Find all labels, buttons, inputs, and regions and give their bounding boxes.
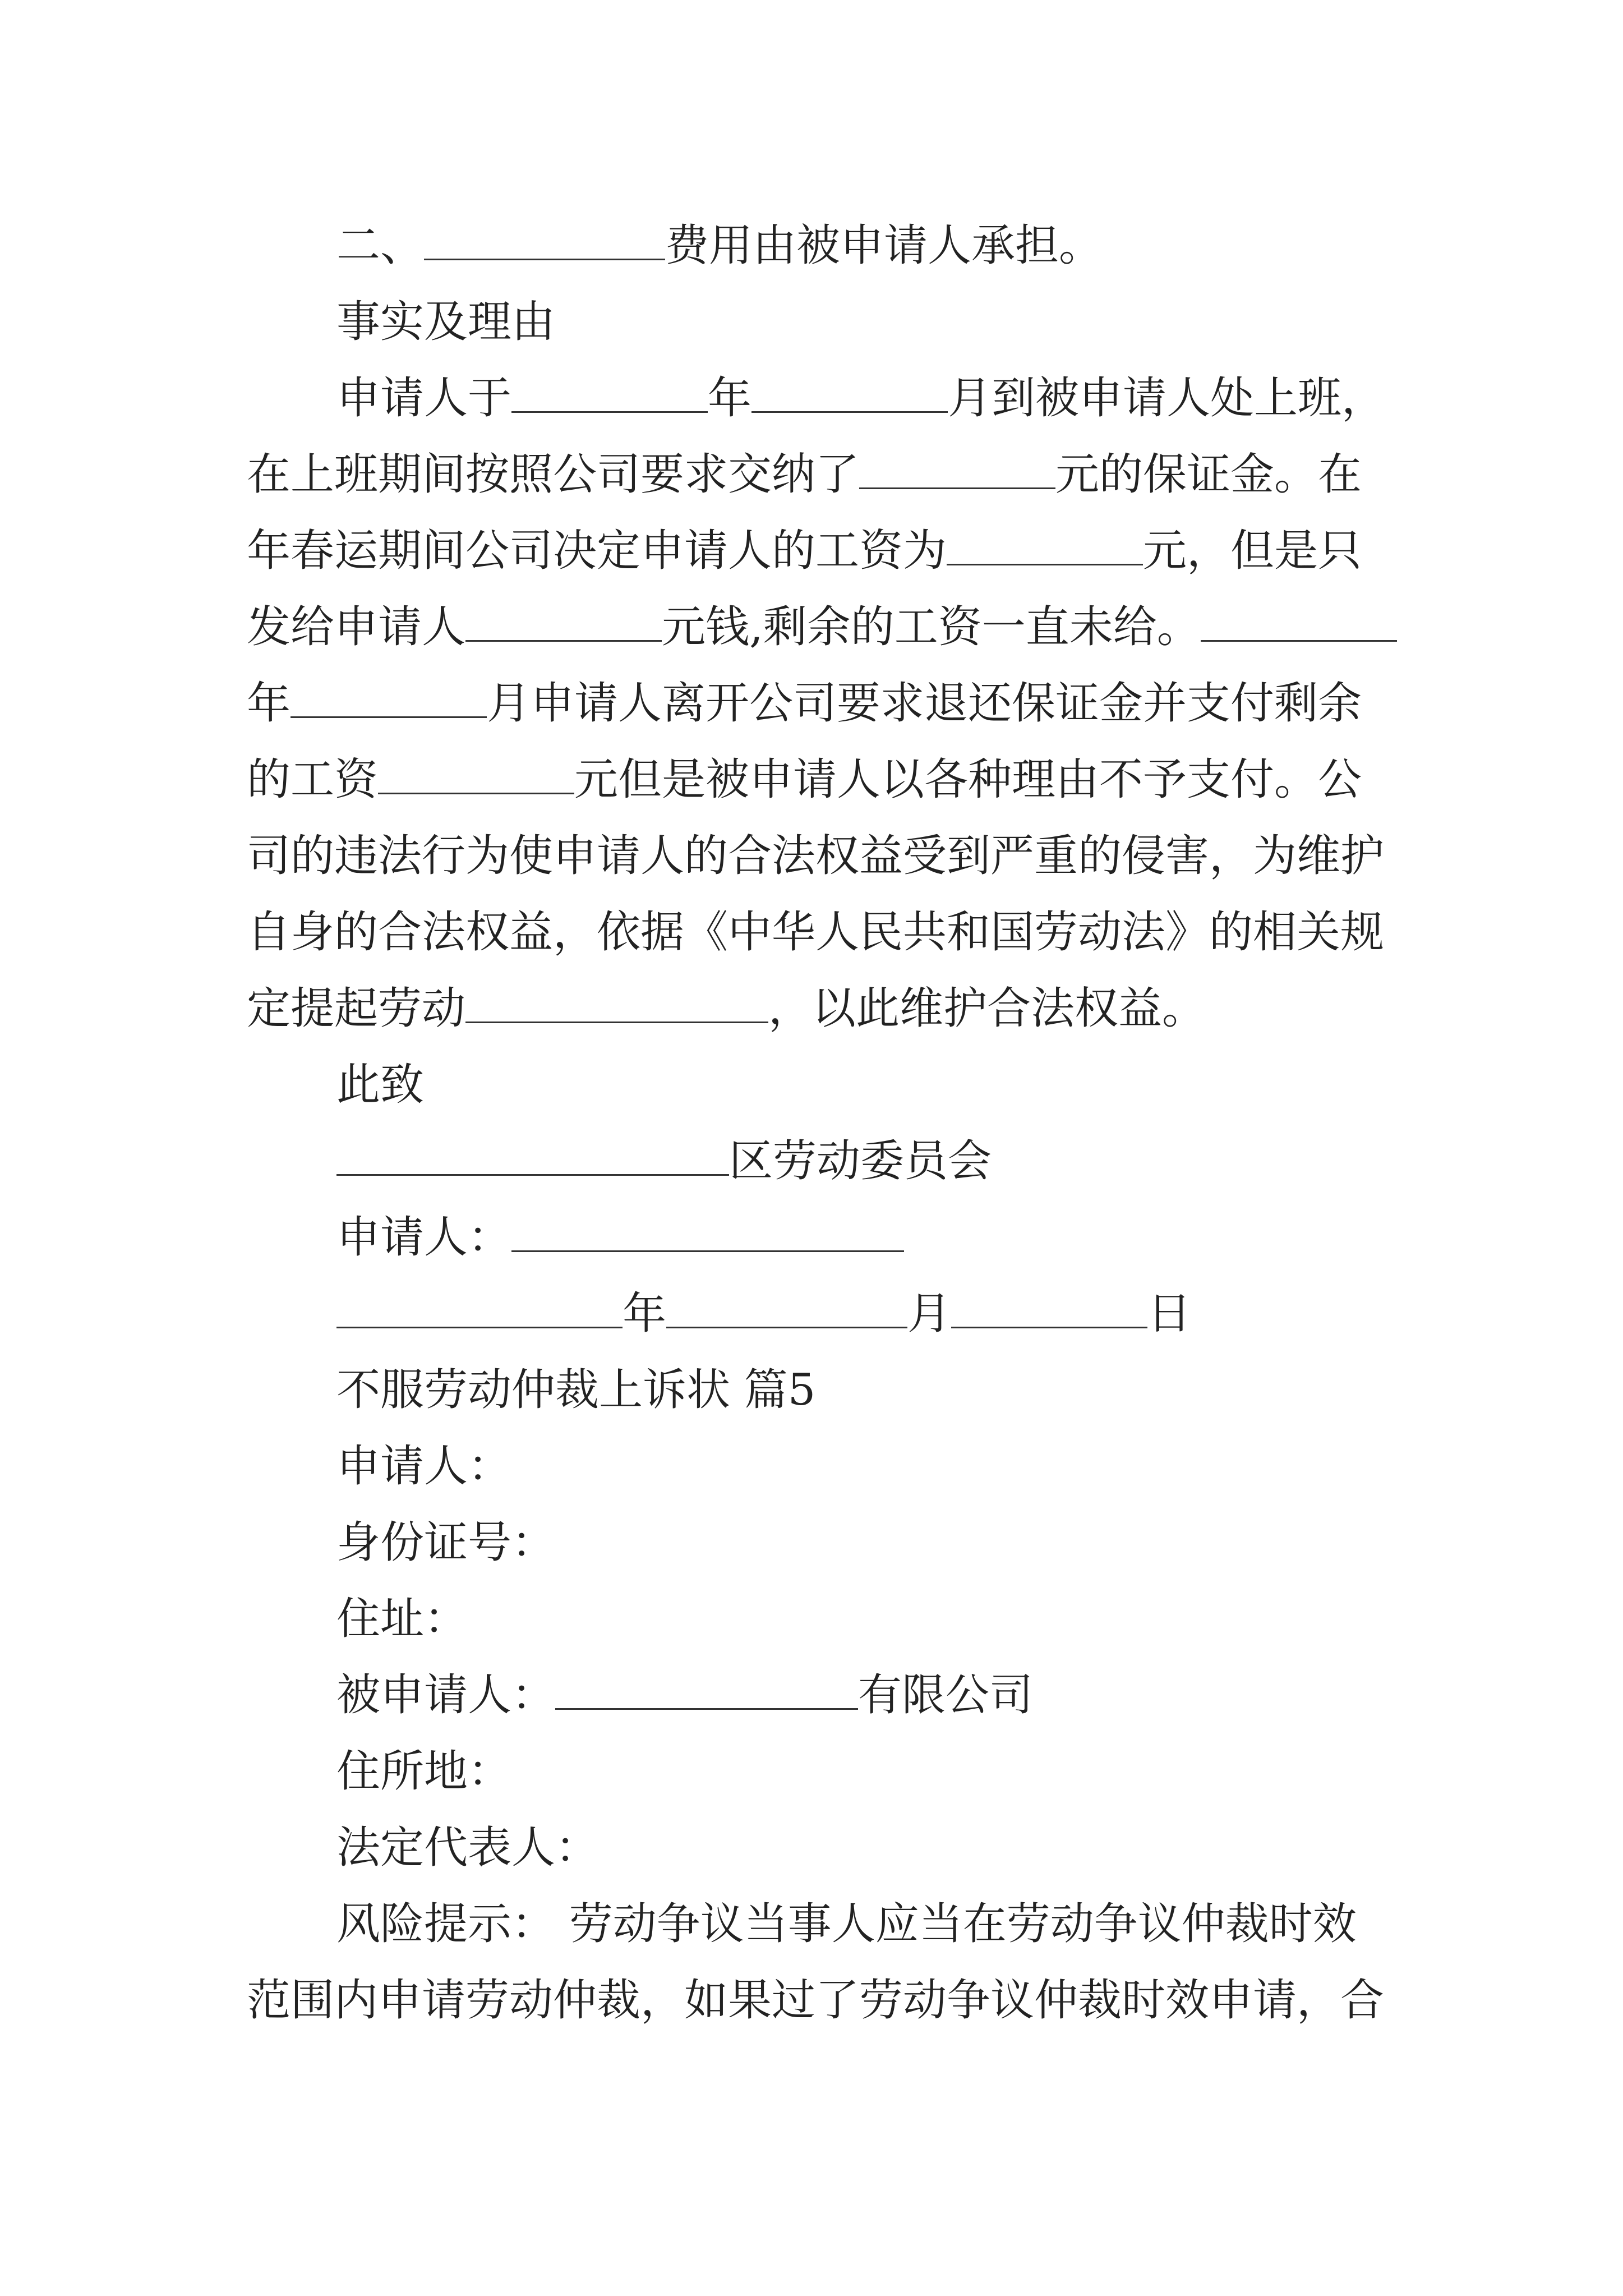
section-heading: 事实及理由 — [336, 297, 556, 347]
date-line: 年 月 日 — [336, 1276, 1191, 1352]
blank-field[interactable] — [465, 986, 768, 1023]
blank-field[interactable] — [947, 528, 1143, 565]
blank-field[interactable] — [751, 375, 948, 413]
blank-field[interactable] — [378, 757, 574, 794]
addressee-line: 区劳动委员会 — [336, 1123, 992, 1199]
blank-field[interactable] — [511, 375, 708, 413]
field-label: 身份证号： — [336, 1517, 556, 1568]
document-heading: 不服劳动仲裁上诉状 篇5 — [336, 1365, 816, 1415]
field-label: 法定代表人： — [336, 1823, 600, 1873]
text-line: 司的违法行为使申请人的合法权益受到严重的侵害，为维护 — [247, 831, 1385, 881]
field-label: 申请人： — [336, 1441, 512, 1492]
blank-field[interactable] — [424, 223, 665, 260]
text-line: 二、 费用由被申请人承担。 — [336, 220, 1103, 271]
text-line: 年春运期间公司决定申请人的工资为 元，但是只 — [247, 526, 1362, 576]
blank-field[interactable] — [859, 452, 1055, 489]
blank-field[interactable] — [666, 1291, 907, 1328]
text-line: 申请人于 年 月到被申请人处上班， — [336, 373, 1386, 424]
text-line: 的工资 元但是被申请人以各种理由不予支付。公 — [247, 754, 1362, 805]
blank-field[interactable] — [336, 1138, 729, 1176]
risk-warning-line: 风险提示： 劳动争议当事人应当在劳动争议仲裁时效 — [336, 1899, 1357, 1949]
field-label: 住所地： — [336, 1746, 512, 1797]
blank-field[interactable] — [555, 1672, 858, 1710]
closing-salutation: 此致 — [336, 1060, 425, 1110]
text-line: 自身的合法权益，依据《中华人民共和国劳动法》的相关规 — [247, 907, 1385, 958]
respondent-line: 被申请人： 有限公司 — [336, 1670, 1034, 1720]
text-line: 发给申请人 元钱,剩余的工资一直未给。 — [247, 589, 1397, 665]
text-line: 定提起劳动 ，以此维护合法权益。 — [247, 983, 1206, 1034]
applicant-signature-line: 申请人： — [336, 1199, 904, 1276]
text-line: 年 月申请人离开公司要求退还保证金并支付剩余 — [247, 678, 1362, 729]
blank-field[interactable] — [1201, 604, 1397, 642]
blank-field[interactable] — [511, 1214, 904, 1252]
blank-field[interactable] — [291, 680, 487, 718]
blank-field[interactable] — [465, 604, 662, 642]
text-line: 在上班期间按照公司要求交纳了 元的保证金。在 — [247, 449, 1362, 500]
blank-field[interactable] — [951, 1291, 1147, 1328]
blank-field[interactable] — [336, 1291, 623, 1328]
risk-warning-line: 范围内申请劳动仲裁，如果过了劳动争议仲裁时效申请，合 — [247, 1975, 1385, 2026]
field-label: 住址： — [336, 1594, 468, 1644]
